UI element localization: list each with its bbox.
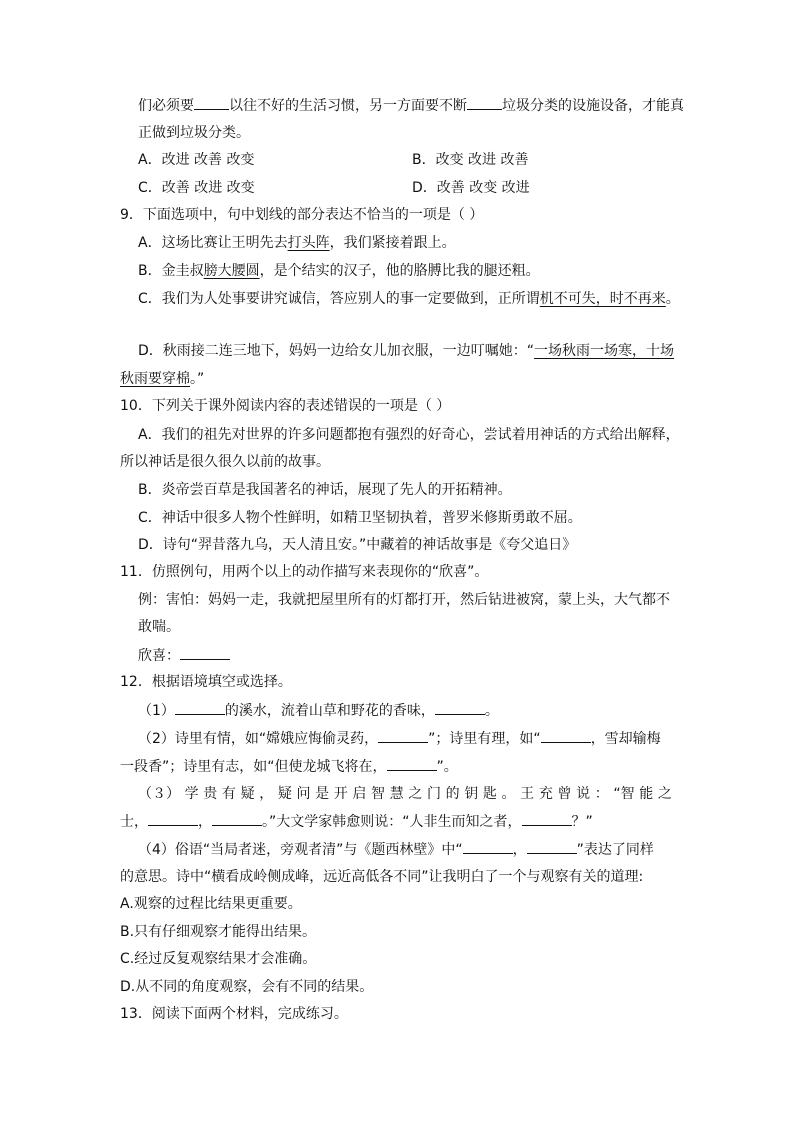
q12-part3-char: （３）: [138, 786, 180, 802]
q11-example-line2: 敢喘。: [138, 619, 180, 635]
q9-option-a[interactable]: A．这场比赛让王明先去打头阵，我们紧接着跟上。: [138, 235, 456, 251]
answer-blank[interactable]: [541, 728, 591, 743]
answer-blank[interactable]: [527, 839, 577, 854]
answer-blank[interactable]: [522, 811, 572, 826]
q12-part3-char: 能: [639, 786, 654, 802]
q11-answer: 欣喜：: [0, 645, 794, 665]
q12-part3-char: 说: [576, 786, 591, 802]
q12-option-c[interactable]: C.经过反复观察结果才会准确。: [120, 951, 317, 967]
q12-part3-char: 匙: [482, 786, 497, 802]
q8-option-b[interactable]: B．改变 改进 改善: [412, 152, 529, 168]
q12-part3-char: 智: [371, 786, 386, 802]
q12-option-a[interactable]: A.观察的过程比结果更重要。: [120, 896, 302, 912]
q9-option-b[interactable]: B．金圭叔膀大腰圆，是个结实的汉子，他的胳膊比我的腿还粗。: [138, 263, 540, 279]
q12-part3-justified: [138, 784, 672, 804]
q12-part3-char: 之: [408, 786, 423, 802]
q12-part3-char: 疑: [240, 786, 255, 802]
q12-part3-char: 的: [445, 786, 460, 802]
q12-part3-char: 问: [296, 786, 311, 802]
q12-part4-line2: 的意思。诗中“横看成岭侧成峰，远近高低各不同”让我明白了一个与观察有关的道理:: [120, 869, 644, 885]
q12-part2-line1: （2）诗里有情，如“嫦娥应悔偷灵药， ”；诗里有理，如“ ，雪却输梅: [0, 728, 794, 748]
q12-part3-char: 钥: [464, 786, 479, 802]
q12-part3-char: 贵: [203, 786, 218, 802]
q12-part3-char: “智: [613, 786, 635, 802]
q12-part3-char: 启: [352, 786, 367, 802]
q9-option-d-line1[interactable]: D．秋雨接二连三地下，妈妈一边给女儿加衣服，一边叮嘱她：“一场秋雨一场寒，十场: [138, 343, 675, 359]
q11-example-line1: 例：害怕：妈妈一走，我就把屋里所有的灯都打开，然后钻进被窝，蒙上头，大气都不: [138, 592, 670, 608]
answer-blank[interactable]: [180, 645, 230, 660]
q12-part3-char: 慧: [389, 786, 404, 802]
q10-option-c[interactable]: C．神话中很多人物个性鲜明，如精卫坚韧执着，普罗米修斯勇敢不屈。: [138, 510, 582, 526]
q12-part3-line1: [0, 784, 794, 804]
q10-option-b[interactable]: B．炎帝尝百草是我国著名的神话，展现了先人的开拓精神。: [138, 482, 512, 498]
q12-part3-char: 学: [184, 786, 199, 802]
answer-blank[interactable]: [175, 700, 225, 715]
q12-part3-char: ：: [594, 786, 609, 802]
q12-stem: 12．根据语境填空或选择。: [120, 674, 292, 690]
q9-option-d-line2: 秋雨要穿棉。”: [120, 371, 205, 387]
answer-blank[interactable]: [148, 811, 198, 826]
q8-options-row2: [0, 178, 794, 198]
q13-stem: 13．阅读下面两个材料，完成练习。: [120, 1006, 348, 1022]
answer-blank[interactable]: [212, 811, 262, 826]
q12-part3-char: 是: [315, 786, 330, 802]
q12-part3-char: 门: [426, 786, 441, 802]
q8-option-d[interactable]: D．改善 改变 改进: [412, 180, 530, 196]
q10-stem: 10．下列关于课外阅读内容的表述错误的一项是（ ）: [120, 398, 451, 414]
q10-option-a-line1[interactable]: A．我们的祖先对世界的许多问题都抱有强烈的好奇心，尝试着用神话的方式给出解释，: [138, 427, 680, 443]
q12-part3-char: ，: [259, 786, 274, 802]
q8-line1: 们必须要 以往不好的生活习惯，另一方面要不断 垃圾分类的设施设备，才能真: [0, 95, 794, 115]
answer-blank[interactable]: [194, 95, 229, 110]
q8-line2: 正做到垃圾分类。: [138, 125, 250, 141]
q12-option-d[interactable]: D.从不同的角度观察，会有不同的结果。: [120, 979, 374, 995]
answer-blank[interactable]: [378, 728, 428, 743]
q12-part3-char: 王: [520, 786, 535, 802]
answer-blank[interactable]: [435, 700, 485, 715]
q8-option-c[interactable]: C．改善 改进 改变: [138, 180, 255, 196]
q12-part2-line2: 一段香”；诗里有志，如“但使龙城飞将在， ”。: [0, 756, 794, 776]
q12-option-b[interactable]: B.只有仔细观察才能得出结果。: [120, 924, 317, 940]
q12-part3-line2: 士， ， 。”大文学家韩愈则说：“人非生而知之者， ？”: [0, 811, 794, 831]
q12-part3-char: 。: [501, 786, 516, 802]
answer-blank[interactable]: [467, 95, 502, 110]
q10-option-d[interactable]: D．诗句“羿昔落九乌，天人清且安。”中藏着的神话故事是《夸父追日》: [138, 537, 577, 553]
q12-part3-char: 疑: [277, 786, 292, 802]
q10-option-a-line2: 所以神话是很久很久以前的故事。: [120, 454, 330, 470]
answer-blank[interactable]: [463, 839, 513, 854]
q12-part3-char: 开: [333, 786, 348, 802]
q12-part4-line1: （4）俗语“当局者迷，旁观者清”与《题西林壁》中“ ， ”表达了同样: [0, 839, 794, 859]
q11-stem: 11．仿照例句，用两个以上的动作描写来表现你的“欣喜”。: [120, 564, 489, 580]
q12-part3-char: 曾: [557, 786, 572, 802]
answer-blank[interactable]: [387, 756, 437, 771]
q12-part3-char: 有: [221, 786, 236, 802]
q12-part3-char: 充: [538, 786, 553, 802]
q9-stem: 9．下面选项中，句中划线的部分表达不恰当的一项是（ ）: [120, 207, 484, 223]
q12-part1: （1） 的溪水，流着山草和野花的香味， 。: [0, 700, 794, 720]
q8-options-row1: [0, 150, 794, 170]
q9-option-c[interactable]: C．我们为人处事要讲究诚信，答应别人的事一定要做到，正所谓机不可失，时不再来。: [138, 291, 680, 307]
q12-part3-char: 之: [657, 786, 672, 802]
q8-option-a[interactable]: A．改进 改善 改变: [138, 152, 255, 168]
